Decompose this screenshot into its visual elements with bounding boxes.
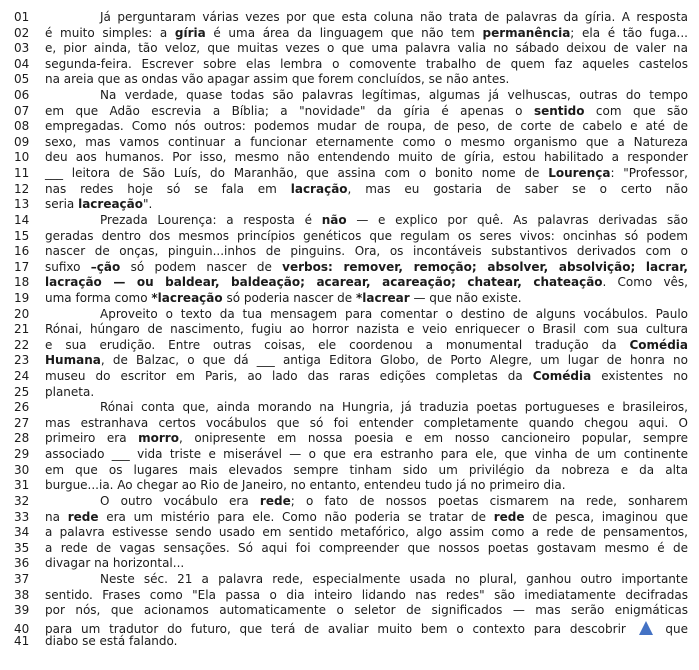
line-number: 28 [14, 431, 30, 446]
line-number: 10 [14, 150, 30, 165]
line-text: museu do escritor em Paris, ao lado das raras edições completas da Comédia existentes no [45, 369, 689, 384]
text-line [14, 182, 688, 198]
line-number: 41 [14, 634, 30, 649]
text-line [14, 431, 688, 447]
line-text: associado ___ vida triste e miserável — o que era estranho para ele, que vinha de um continente [45, 447, 688, 462]
text-line [14, 291, 688, 307]
line-text: burgue...ia. Ao chegar ao Rio de Janeiro, no entanto, entendeu tudo já no primeiro dia. [45, 478, 566, 493]
line-number: 05 [14, 72, 30, 87]
line-number: 15 [14, 228, 30, 243]
line-number: 02 [14, 25, 30, 40]
text-line [14, 322, 688, 338]
blue-triangle-icon [639, 621, 653, 635]
line-text: empregadas. Como nós outros: podemos mudar de roupa, de peso, de corte de cabelo e até de [45, 119, 688, 134]
line-number: 18 [14, 275, 30, 290]
line-number: 08 [14, 119, 30, 134]
line-number: 09 [14, 134, 30, 149]
line-number: 21 [14, 322, 30, 337]
line-number: 34 [14, 525, 30, 540]
text-line [14, 369, 688, 385]
text-line [14, 494, 688, 510]
text-line [14, 197, 688, 213]
line-text: na rede era um mistério para ele. Como não poderia se tratar de rede de pesca, imaginou que [45, 509, 688, 524]
line-number: 17 [14, 259, 30, 274]
line-text: a rede de vagas sensações. Só aqui foi compreender que nossos poetas gostavam mesmo é de [45, 540, 688, 555]
text-line [14, 88, 688, 104]
text-line [14, 229, 688, 245]
line-text: Humana, de Balzac, o que dá ___ antiga Editora Globo, de Porto Alegre, um lugar de honra no [45, 353, 688, 368]
line-text: em que os lugares mais elevados sempre tinham sido um privilégio da nobreza e da alta [45, 462, 688, 477]
text-line [14, 244, 688, 260]
text-line [14, 338, 688, 354]
text-body [14, 10, 688, 650]
line-number: 14 [14, 212, 30, 227]
text-line [14, 353, 688, 369]
line-text: diabo se está falando. [45, 634, 178, 649]
line-number: 19 [14, 290, 30, 305]
line-number: 11 [14, 166, 30, 181]
line-number: 32 [14, 493, 30, 508]
line-number: 07 [14, 103, 30, 118]
text-line [14, 525, 688, 541]
line-text: sentido. Frases como "Ela passa o dia inteiro lidando nas redes" são imediatamente decifradas [45, 587, 688, 602]
line-text: lacração — ou baldear, baldeação; acarear, acareação; chatear, chateação. Como vês, [45, 275, 688, 290]
line-text: na areia que as ondas vão apagar assim que forem concluídos, se não antes. [45, 72, 510, 87]
line-text: ___ leitora de São Luís, do Maranhão, que assina com o bonito nome de Lourença: "Professor, [45, 166, 688, 181]
line-number: 27 [14, 415, 30, 430]
line-text: e sua erudição. Entre outras coisas, ele coordenou a monumental tradução da Comédia [45, 337, 688, 352]
text-line [14, 603, 688, 619]
text-line [14, 260, 688, 276]
text-line [14, 634, 688, 650]
line-number: 37 [14, 571, 30, 586]
text-line [14, 275, 688, 291]
line-text: planeta. [45, 384, 95, 399]
text-line [14, 541, 688, 557]
line-text: nas redes hoje só se fala em lacração, mas eu gostaria de saber se o certo não [45, 181, 688, 196]
line-text: Aproveito o texto da tua mensagem para comentar o destino de alguns vocábulos. Paulo [100, 306, 688, 321]
line-number: 06 [14, 88, 30, 103]
line-text: divagar na horizontal... [45, 556, 185, 571]
text-line [14, 166, 688, 182]
line-text: segunda-feira. Escrever sobre elas lembra o comovente trabalho de quem faz aqueles castelos [45, 56, 688, 71]
line-number: 13 [14, 197, 30, 212]
line-text: primeiro era morro, onipresente em nossa poesia e em nosso cancioneiro popular, sempre [45, 431, 688, 446]
line-text: Neste séc. 21 a palavra rede, especialmente usada no plural, ganhou outro importante [100, 571, 688, 586]
line-number: 38 [14, 587, 30, 602]
line-number: 31 [14, 478, 30, 493]
text-line [14, 104, 688, 120]
text-line [14, 385, 688, 401]
line-number: 01 [14, 10, 30, 24]
line-text: Rónai conta que, ainda morando na Hungria, já traduzia poetas portugueses e brasileiros, [100, 400, 688, 415]
line-text: a palavra estivesse sendo usado em sentido metafórico, algo assim como a rede de pensamentos, [45, 525, 688, 540]
line-number: 25 [14, 384, 30, 399]
line-text: geradas dentro dos mesmos princípios genéticos que regulam os seres vivos: oncinhas só podem [45, 228, 688, 243]
line-number: 16 [14, 244, 30, 259]
line-text: mas estranhava certos vocábulos que só foi entender completamente quando chegou aqui. O [45, 415, 688, 430]
text-line [14, 510, 688, 526]
text-line [14, 307, 688, 323]
text-line [14, 463, 688, 479]
line-number: 20 [14, 306, 30, 321]
line-text: para um tradutor do futuro, que terá de avaliar muito bem o contexto para descobrir que [45, 621, 688, 636]
line-number: 12 [14, 181, 30, 196]
text-line [14, 478, 688, 494]
line-text: nascer de onças, pinguin...inhos de pinguins. Ora, os incontáveis substantivos derivados com o [45, 244, 688, 259]
line-text: Prezada Lourença: a resposta é não — e explico por quê. As palavras derivadas são [100, 212, 688, 227]
line-number: 33 [14, 509, 30, 524]
line-text: sexo, mas vamos continuar a funcionar eternamente como o mesmo organismo que a Natureza [45, 134, 688, 149]
text-line [14, 447, 688, 463]
line-number: 39 [14, 603, 30, 618]
text-line [14, 150, 688, 166]
line-text: sufixo –ção só podem nascer de verbos: remover, remoção; absolver, absolvição; lacrar, [45, 259, 688, 274]
line-text: deu aos humanos. Por isso, mesmo não entendendo muito de gíria, estou habilitado a responder [45, 150, 688, 165]
text-line [14, 556, 688, 572]
line-number: 36 [14, 556, 30, 571]
line-text: Rónai, húngaro de nascimento, fugiu ao horror nazista e veio enriquecer o Brasil com sua cultura [45, 322, 688, 337]
line-number: 35 [14, 540, 30, 555]
text-line [14, 10, 688, 26]
line-text: seria lacreação". [45, 197, 153, 212]
line-text: Na verdade, quase todas são palavras legítimas, algumas já velhuscas, outras do tempo [100, 88, 688, 103]
line-number: 26 [14, 400, 30, 415]
line-text: Já perguntaram várias vezes por que esta coluna não trata de palavras da gíria. A resposta [100, 10, 688, 24]
line-text: uma forma como *lacreação só poderia nascer de *lacrear — que não existe. [45, 290, 522, 305]
line-text: em que Adão escrevia a Bíblia; a "novidade" da gíria é apenas o sentido com que são [45, 103, 688, 118]
text-line [14, 41, 688, 57]
line-text: é muito simples: a gíria é uma área da linguagem que não tem permanência; ela é tão fuga... [45, 25, 689, 40]
line-number: 22 [14, 337, 30, 352]
text-line [14, 57, 688, 73]
line-number: 03 [14, 41, 30, 56]
text-line [14, 588, 688, 604]
line-number: 30 [14, 462, 30, 477]
line-text: O outro vocábulo era rede; o fato de nossos poetas cismarem na rede, sonharem [100, 493, 688, 508]
text-line [14, 400, 688, 416]
text-line [14, 119, 688, 135]
text-line [14, 416, 688, 432]
line-number: 23 [14, 353, 30, 368]
line-number: 04 [14, 56, 30, 71]
text-line [14, 72, 688, 88]
text-line [14, 619, 688, 635]
line-number: 24 [14, 369, 30, 384]
text-line [14, 213, 688, 229]
text-line [14, 135, 688, 151]
line-text: por nós, que acionamos automaticamente o seletor de significados — mas serão enigmáticas [45, 603, 688, 618]
line-number: 29 [14, 447, 30, 462]
line-number: 40 [14, 621, 30, 636]
line-text: e, pior ainda, tão veloz, que muitas vezes o que uma palavra valia no sábado deixou de valer na [45, 41, 688, 56]
text-line [14, 26, 688, 42]
text-line [14, 572, 688, 588]
